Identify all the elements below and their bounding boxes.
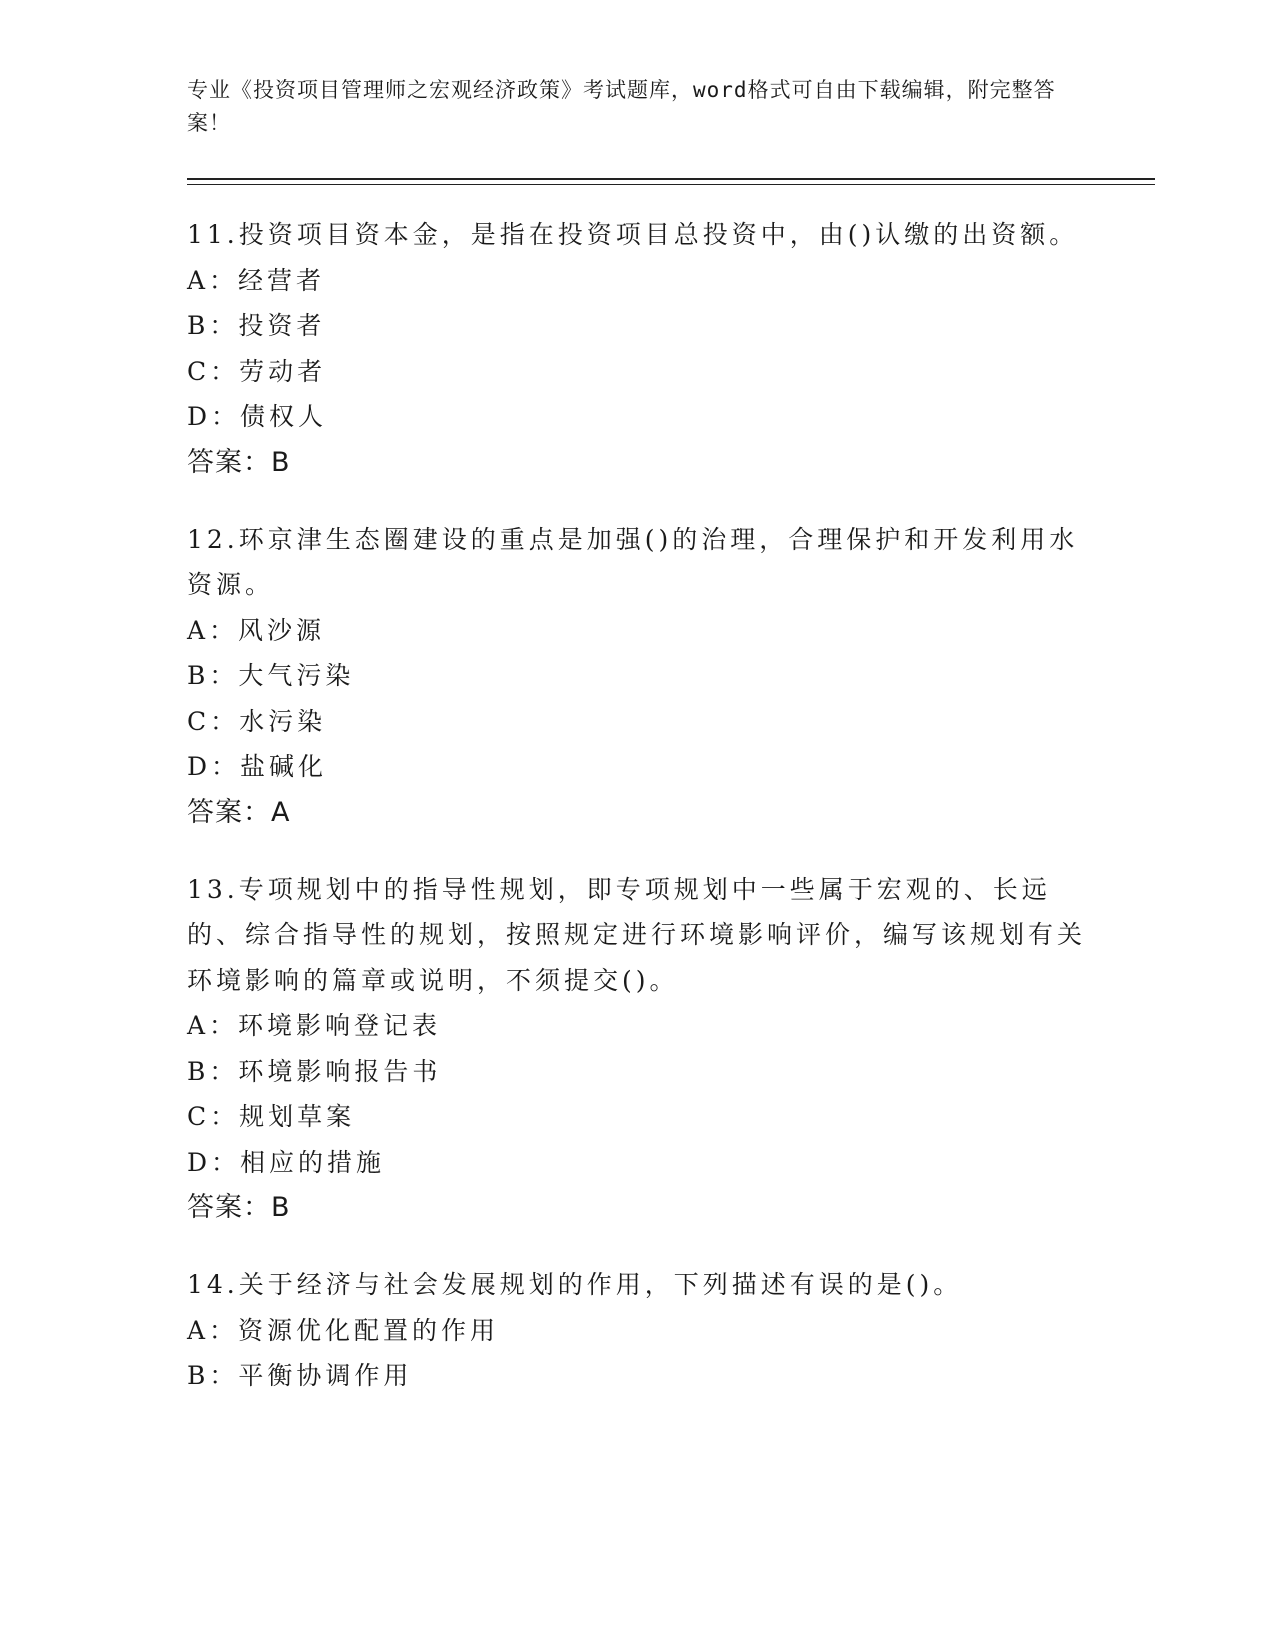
answer-text: 答案：A xyxy=(187,796,291,828)
answer-text: 答案：B xyxy=(187,446,291,478)
question-12 xyxy=(187,517,1087,835)
header-divider-top xyxy=(187,178,1155,180)
option-a: A：资源优化配置的作用 xyxy=(187,1315,500,1345)
answer-text: 答案：B xyxy=(187,1192,291,1223)
option-d: D：相应的措施 xyxy=(187,1147,386,1177)
option-c: C：水污染 xyxy=(187,706,327,736)
question-text: 13.专项规划中的指导性规划，即专项规划中一些属于宏观的、长远的、综合指导性的规划，按照规定进行环境影响评价，编写该规划有关环境影响的篇章或说明，不须提交()。 xyxy=(187,874,1087,995)
option-b: B：平衡协调作用 xyxy=(187,1361,413,1390)
document-intro: 专业《投资项目管理师之宏观经济政策》考试题库，word格式可自由下载编辑，附完整答案！ xyxy=(187,78,1056,135)
option-d: D：盐碱化 xyxy=(187,752,328,781)
option-a: A：经营者 xyxy=(187,265,326,295)
question-13 xyxy=(187,867,1087,1231)
option-b: B：大气污染 xyxy=(187,661,355,690)
option-b: B：环境影响报告书 xyxy=(187,1056,442,1086)
option-a: A：环境影响登记表 xyxy=(187,1011,442,1040)
question-11 xyxy=(187,212,1087,485)
question-text: 11.投资项目资本金，是指在投资项目总投资中，由()认缴的出资额。 xyxy=(187,220,1079,249)
question-text: 14.关于经济与社会发展规划的作用，下列描述有误的是()。 xyxy=(187,1270,963,1299)
question-14 xyxy=(187,1262,1087,1399)
option-c: C：劳动者 xyxy=(187,356,327,386)
option-d: D：债权人 xyxy=(187,402,328,431)
question-list xyxy=(187,212,1087,1431)
question-text: 12.环京津生态圈建设的重点是加强()的治理，合理保护和开发利用水资源。 xyxy=(187,524,1079,599)
option-a: A：风沙源 xyxy=(187,615,326,645)
header-divider-bottom xyxy=(187,184,1155,185)
option-b: B：投资者 xyxy=(187,311,326,340)
option-c: C：规划草案 xyxy=(187,1102,356,1131)
